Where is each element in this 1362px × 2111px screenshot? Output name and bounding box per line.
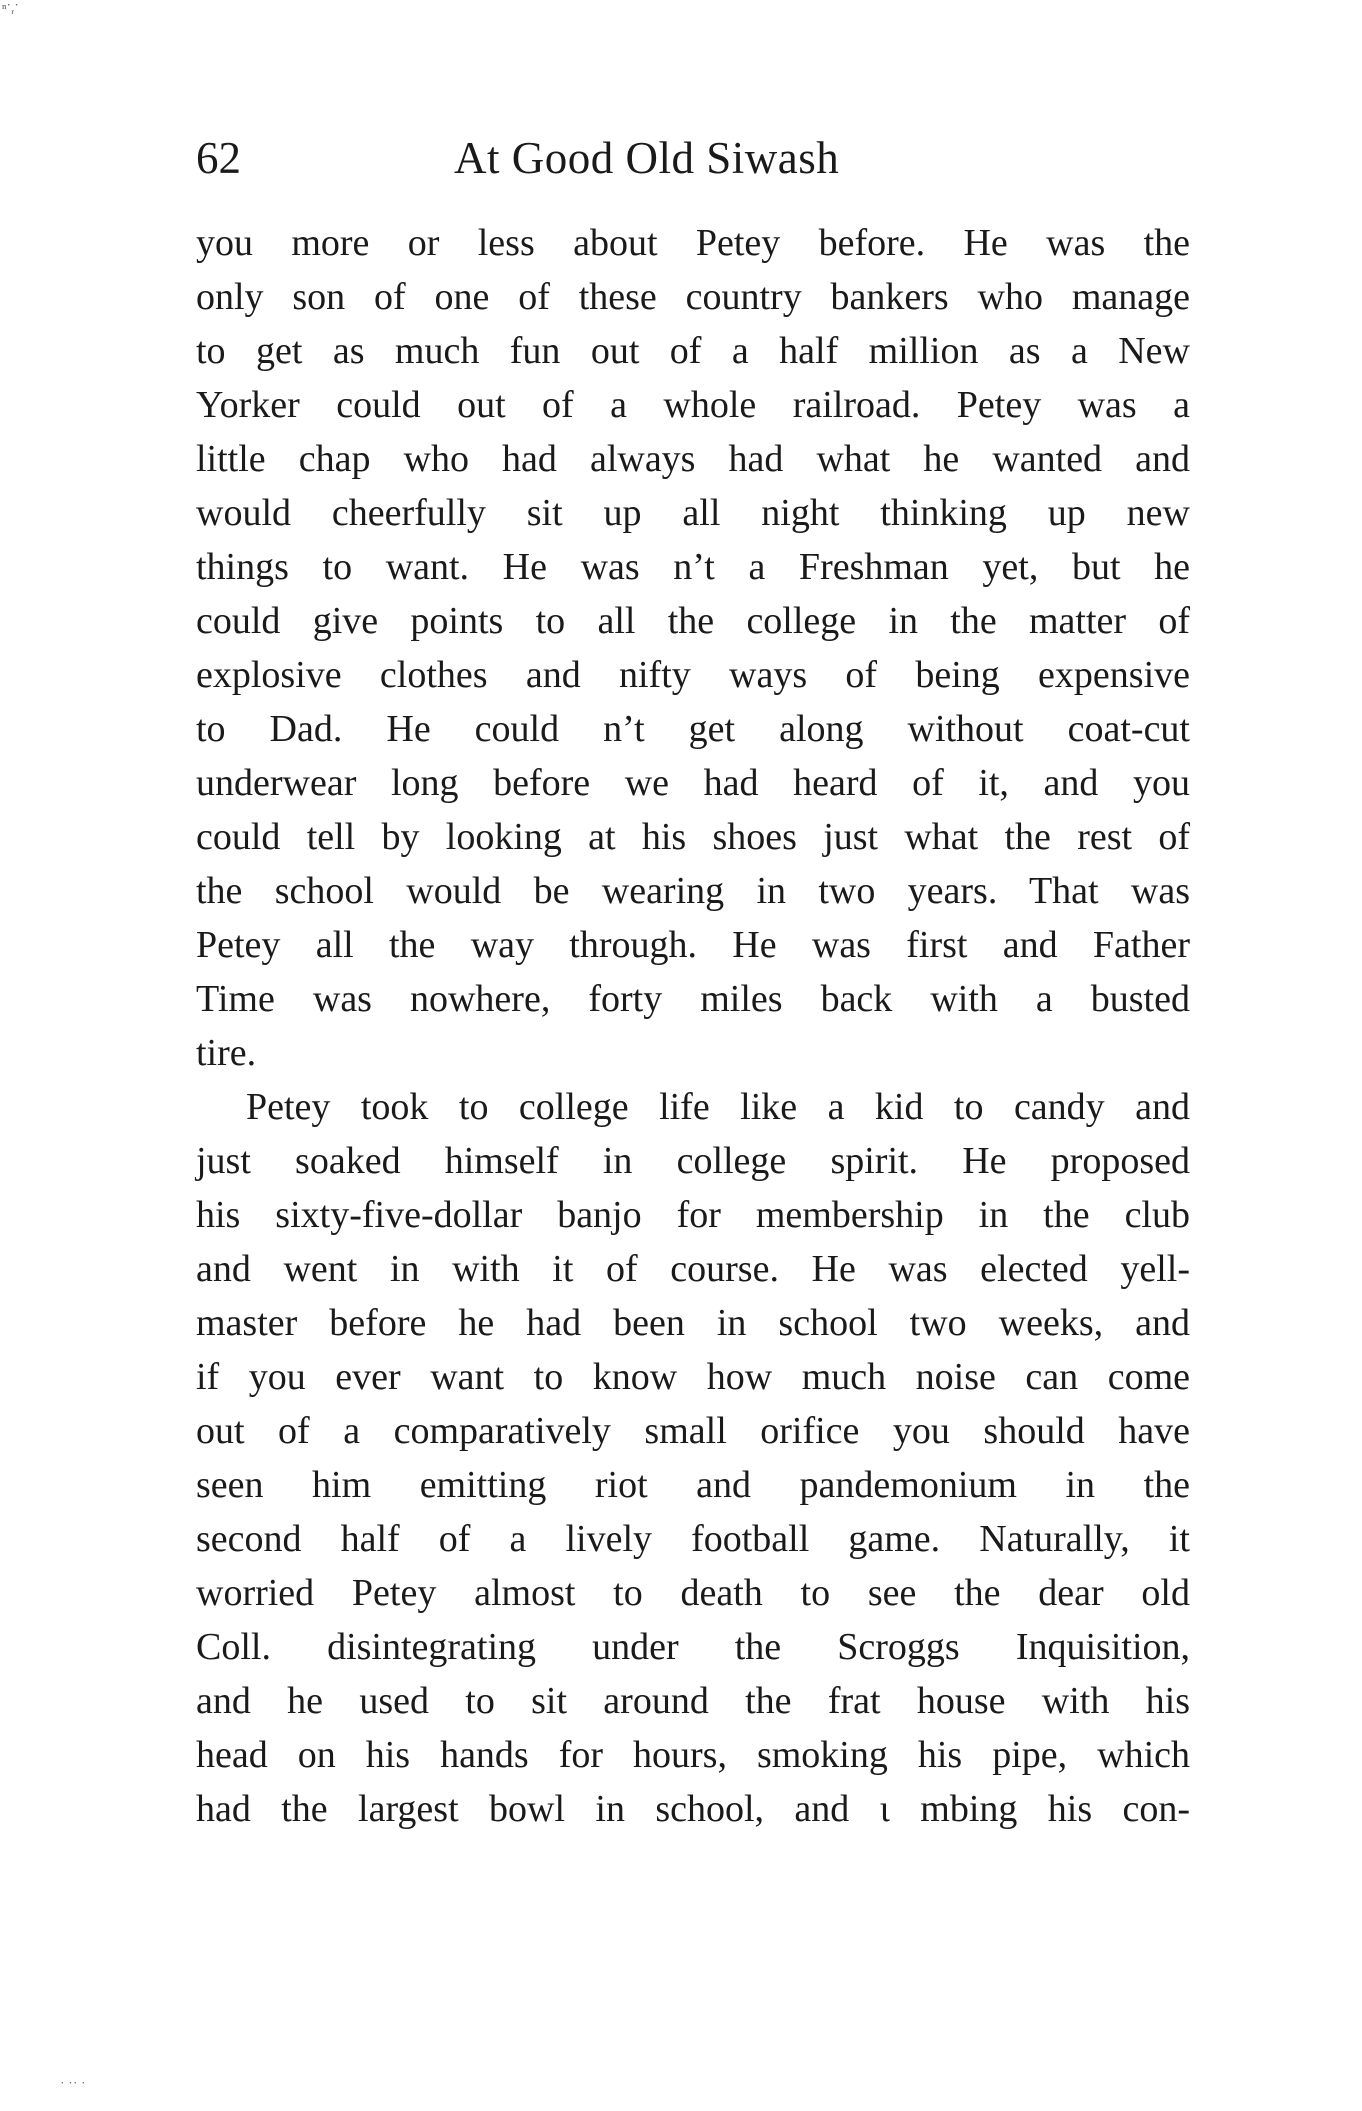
text-line: underwear long before we had heard of it, and you	[196, 762, 1190, 804]
text-line: head on his hands for hours, smoking his pipe, which	[196, 1734, 1190, 1776]
text-line: could give points to all the college in the matter of	[196, 600, 1190, 642]
text-line: if you ever want to know how much noise can come	[196, 1356, 1190, 1398]
text-line: you more or less about Petey before. He was the	[196, 222, 1190, 264]
text-line: tire.	[196, 1032, 257, 1074]
text-line: explosive clothes and nifty ways of being expensive	[196, 654, 1190, 696]
text-line: had the largest bowl in school, and ι mbing his con-	[196, 1788, 1190, 1830]
text-line: only son of one of these country bankers who manage	[196, 276, 1190, 318]
text-line: to get as much fun out of a half million as a New	[196, 330, 1190, 372]
body-text	[196, 216, 1190, 1836]
text-line: worried Petey almost to death to see the dear old	[196, 1572, 1190, 1614]
text-line: seen him emitting riot and pandemonium in the	[196, 1464, 1190, 1506]
text-line: out of a comparatively small orifice you should have	[196, 1410, 1190, 1452]
running-header	[196, 128, 1190, 188]
text-line: little chap who had always had what he wanted and	[196, 438, 1190, 480]
text-line: second half of a lively football game. Naturally, it	[196, 1518, 1190, 1560]
text-line: Time was nowhere, forty miles back with a busted	[196, 978, 1190, 1020]
text-line: to Dad. He could n’t get along without coat-cut	[196, 708, 1190, 750]
text-line: just soaked himself in college spirit. He proposed	[196, 1140, 1190, 1182]
text-line: Yorker could out of a whole railroad. Petey was a	[196, 384, 1190, 426]
text-line: Petey all the way through. He was first and Father	[196, 924, 1190, 966]
paragraph	[196, 1080, 1190, 1836]
page-number: 62	[196, 133, 241, 183]
scan-speck: ˙ ˙˙ ˙	[60, 2080, 86, 2095]
text-line: the school would be wearing in two years. That was	[196, 870, 1190, 912]
text-line: Coll. disintegrating under the Scroggs Inquisition,	[196, 1626, 1190, 1668]
text-line: could tell by looking at his shoes just what the rest of	[196, 816, 1190, 858]
text-line: master before he had been in school two weeks, and	[196, 1302, 1190, 1344]
text-line: and he used to sit around the frat house with his	[196, 1680, 1190, 1722]
text-line: Petey took to college life like a kid to candy and	[246, 1086, 1190, 1128]
paragraph	[196, 216, 1190, 1080]
scan-speck: ⁿ˙ᵣ˙	[2, 2, 19, 17]
text-line: and went in with it of course. He was elected yell-	[196, 1248, 1190, 1290]
text-line: his sixty-five-dollar banjo for membership in the club	[196, 1194, 1190, 1236]
running-title: At Good Old Siwash	[454, 133, 840, 183]
text-line: things to want. He was n’t a Freshman yet, but he	[196, 546, 1190, 588]
text-line: would cheerfully sit up all night thinking up new	[196, 492, 1190, 534]
